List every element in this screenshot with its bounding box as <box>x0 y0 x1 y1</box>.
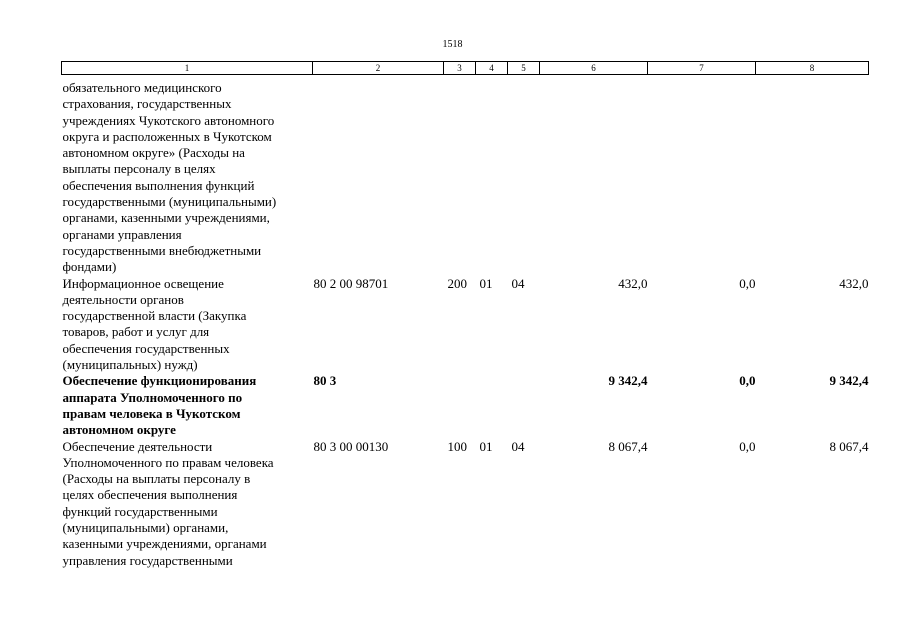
target-code: 80 3 <box>313 373 337 389</box>
row-name-line: аппарата Уполномоченного по <box>62 389 243 405</box>
row-name <box>62 276 313 374</box>
row-name-line: товаров, работ и услуг для <box>62 324 210 340</box>
row-name-line: автономном округе» (Расходы на <box>62 145 245 161</box>
row-name-line: целях обеспечения выполнения <box>62 487 238 503</box>
row-name-line: казенными учреждениями, органами <box>62 536 267 552</box>
row-name-line: обеспечения государственных <box>62 340 230 356</box>
target-code: 80 3 00 00130 <box>313 438 389 454</box>
column-header: 5 <box>508 62 540 75</box>
amount-total: 432,0 <box>618 275 648 291</box>
row-name-line: правам человека в Чукотском <box>62 405 241 421</box>
column-header: 8 <box>756 62 869 75</box>
row-name-line: государственными (муниципальными) <box>62 194 277 210</box>
subsection-code <box>508 373 540 438</box>
row-name-line: фондами) <box>62 259 117 275</box>
target-code <box>313 75 444 276</box>
row-name-line: Обеспечение функционирования <box>62 373 257 389</box>
row-name-line: Информационное освещение <box>62 275 224 291</box>
row-name-line: деятельности органов <box>62 291 184 307</box>
target-code: 80 2 00 98701 <box>313 275 389 291</box>
section-code: 01 <box>479 438 493 454</box>
amount-subvention: 0,0 <box>739 373 756 389</box>
section-code <box>476 75 508 276</box>
column-header: 1 <box>62 62 313 75</box>
row-name-line: обязательного медицинского <box>62 80 222 95</box>
row-name-line: функций государственными <box>62 503 218 519</box>
row-name-line: округа и расположенных в Чукотском <box>62 128 272 144</box>
row-name-line: страхования, государственных <box>62 96 232 112</box>
table-row <box>62 276 869 374</box>
row-name-line: автономном округе <box>62 422 176 438</box>
table-body <box>62 75 869 569</box>
expense-type: 100 <box>447 438 467 454</box>
table-row <box>62 439 869 569</box>
table-row <box>62 75 869 276</box>
budget-table <box>61 61 869 569</box>
column-header: 4 <box>476 62 508 75</box>
row-name-line: обеспечения выполнения функций <box>62 177 255 193</box>
amount-own: 432,0 <box>839 275 869 291</box>
amount-own: 8 067,4 <box>829 438 869 454</box>
section-code <box>476 373 508 438</box>
expense-type <box>444 75 476 276</box>
subsection-code: 04 <box>511 275 525 291</box>
amount-own: 9 342,4 <box>829 373 869 389</box>
row-name-line: государственной власти (Закупка <box>62 308 247 324</box>
column-header: 6 <box>540 62 648 75</box>
row-name-line: Уполномоченного по правам человека <box>62 454 274 470</box>
row-name-line: (муниципальными) органами, <box>62 520 229 536</box>
page-number: 1518 <box>442 39 463 50</box>
amount-total <box>540 75 648 276</box>
subsection-code: 04 <box>511 438 525 454</box>
section-code: 01 <box>479 275 493 291</box>
amount-total: 8 067,4 <box>608 438 648 454</box>
row-name-line: государственными внебюджетными <box>62 242 262 258</box>
column-header: 7 <box>648 62 756 75</box>
amount-own <box>756 75 869 276</box>
row-name-line: Обеспечение деятельности <box>62 438 213 454</box>
amount-subvention: 0,0 <box>739 275 756 291</box>
column-header-row <box>62 62 869 75</box>
subsection-code <box>508 75 540 276</box>
row-name <box>62 439 313 569</box>
row-name <box>62 373 313 438</box>
amount-subvention: 0,0 <box>739 438 756 454</box>
table-row <box>62 373 869 438</box>
row-name <box>62 75 313 276</box>
column-header: 3 <box>444 62 476 75</box>
amount-total: 9 342,4 <box>608 373 648 389</box>
expense-type <box>444 373 476 438</box>
row-name-line: учреждениях Чукотского автономного <box>62 112 275 128</box>
row-name-line: органами, казенными учреждениями, <box>62 210 270 226</box>
amount-subvention <box>648 75 756 276</box>
row-name-line: (Расходы на выплаты персоналу в <box>62 471 251 487</box>
row-name-line: выплаты персоналу в целях <box>62 161 216 177</box>
column-header: 2 <box>313 62 444 75</box>
row-name-line: органами управления <box>62 226 182 242</box>
row-name-line: управления государственными <box>62 552 233 568</box>
expense-type: 200 <box>447 275 467 291</box>
row-name-line: (муниципальных) нужд) <box>62 357 198 373</box>
